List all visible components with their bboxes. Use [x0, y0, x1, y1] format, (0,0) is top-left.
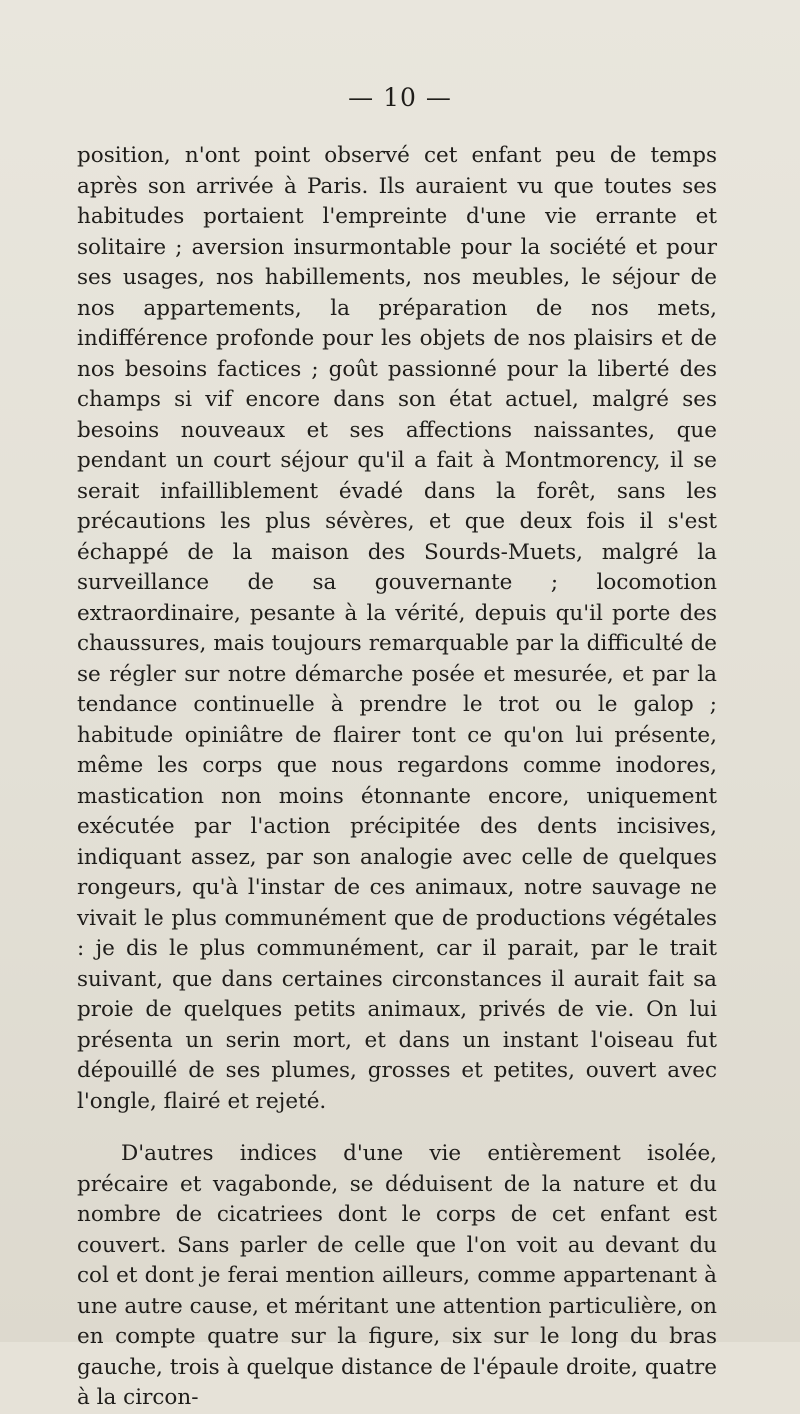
paragraph-1: position, n'ont point observé cet enfant peu de temps après son arrivée à Paris. Ils auraient vu que toutes ses habitudes portaient l'empreinte d'une vie errante et solitaire ; aversion insurmontable pour la société et pour ses usages, nos habillements, nos meubles, le séjour de nos appartements, la préparation de nos mets, indifférence profonde pour les objets de nos plaisirs et de nos besoins factices ; goût passionné pour la liberté des champs si vif encore dans son état actuel, malgré ses besoins nouveaux et ses affections naissantes, que pendant un court séjour qu'il a fait à Montmorency, il se serait infailliblement évadé dans la forêt, sans les précautions les plus sévères, et que deux fois il s'est échappé de la maison des Sourds-Muets, malgré la surveillance de sa gouvernante ; locomotion extraordinaire, pesante à la vérité, depuis qu'il porte des chaussures, mais toujours remarquable par la difficulté de se régler sur notre démarche posée et mesurée, et par la tendance continuelle à prendre le trot ou le galop ; habitude opiniâtre de flairer tont ce qu'on lui présente, même les corps que nous regardons comme inodores, mastication non moins étonnante encore, uniquement exécutée par l'action précipitée des dents incisives, indiquant assez, par son analogie avec celle de quelques rongeurs, qu'à l'instar de ces animaux, notre sauvage ne vivait le plus communément que de productions végétales : je dis le plus communément, car il parait, par le trait suivant, que dans certaines circonstances il aurait fait sa proie de quelques petits animaux, privés de vie. On lui présenta un serin mort, et dans un instant l'oiseau fut dépouillé de ses plumes, grosses et petites, ouvert avec l'ongle, flairé et rejeté.	[77, 143, 717, 1114]
body-text	[77, 141, 717, 1414]
page-number: — 10 —	[348, 83, 452, 112]
paragraph-2: D'autres indices d'une vie entièrement isolée, précaire et vagabonde, se déduisent de la nature et du nombre de cicatriees dont le corps de cet enfant est couvert. Sans parler de celle que l'on voit au devant du col et dont je ferai mention ailleurs, comme appartenant à une autre cause, et méritant une attention particulière, on en compte quatre sur la figure, six sur le long du bras gauche, trois à quelque distance de l'épaule droite, quatre à la circon-	[77, 1141, 717, 1410]
